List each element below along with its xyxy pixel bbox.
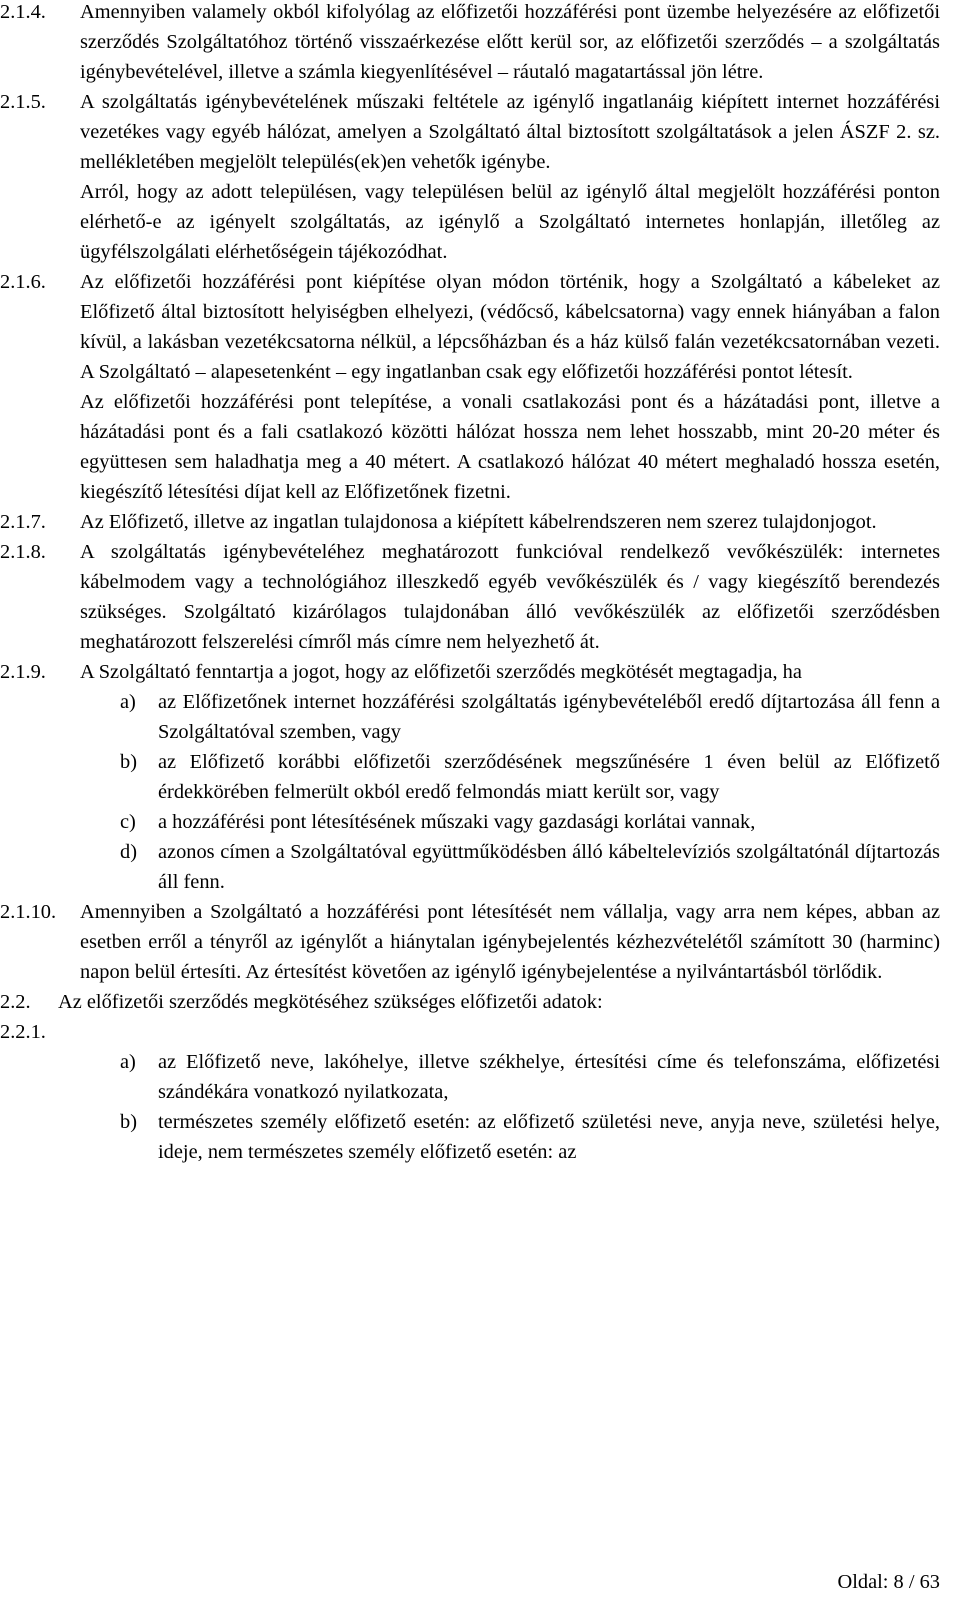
section-number: 2.2. [0,991,31,1013]
section-2-1-5 [0,87,940,267]
page-number: Oldal: 8 / 63 [837,1571,940,1593]
list-item [80,837,940,897]
section-body [80,87,940,267]
list-item [80,807,940,837]
section-body [58,987,940,1017]
list-marker: d) [120,841,137,863]
section-2-1-10 [0,897,940,987]
list-item [80,1047,940,1107]
section-number: 2.2.1. [0,1021,46,1043]
paragraph: Az előfizetői hozzáférési pont kiépítése olyan módon történik, hogy a Szolgáltató a kábeleket az Előfizető által biztosított helyiségben elhelyezi, (védőcső, kábelcsatorna) vagy ennek hiányában a falon kívül, a lakásban vezetékcsatorna nélkül, a lépcsőházban és a ház külső falán vezetékcsatornában vezeti. A Szolgáltató – alapesetenként – egy ingatlanban csak egy előfizetői hozzáférési pontot létesít. [80,271,940,383]
section-2-2-1 [0,1017,940,1047]
section-number: 2.1.6. [0,271,46,293]
section-2-1-4 [0,0,940,87]
section-number: 2.1.10. [0,901,57,923]
section-body [80,537,940,657]
paragraph: A Szolgáltató fenntartja a jogot, hogy az előfizetői szerződés megkötését megtagadja, ha [80,661,802,683]
section-number: 2.1.5. [0,91,46,113]
paragraph: Az Előfizető, illetve az ingatlan tulajdonosa a kiépített kábelrendszeren nem szerez tulajdonjogot. [80,511,877,533]
section-2-2-1-list [0,1047,940,1167]
paragraph: Amennyiben valamely okból kifolyólag az előfizetői hozzáférési pont üzembe helyezésére az előfizetői szerződés Szolgáltatóhoz történő visszaérkezése előtt kerül sor, az előfizetői szerződés – a szolgáltatás igénybevételével, illetve a számla kiegyenlítésével – ráutaló magatartással jön létre. [80,1,940,83]
section-body [80,1047,940,1167]
paragraph: A szolgáltatás igénybevételének műszaki feltétele az igénylő ingatlanáig kiépített internet hozzáférési vezetékes vagy egyéb hálózat, amelyen a Szolgáltató által biztosított szolgáltatások a jelen ÁSZF 2. sz. mellékletében megjelölt település(ek)en vehetők igénybe. [80,91,940,173]
paragraph: Az előfizetői hozzáférési pont telepítése, a vonali csatlakozási pont és a házátadási pont, illetve a házátadási pont és a fali csatlakozó közötti hálózat hossza nem lehet hosszabb, mint 20-20 méter és együttesen sem haladhatja meg a 40 métert. A csatlakozó hálózat 40 métert meghaladó hossza esetén, kiegészítő létesítési díjat kell az Előfizetőnek fizetni. [80,391,940,503]
list-item-text: a hozzáférési pont létesítésének műszaki vagy gazdasági korlátai vannak, [158,811,756,833]
paragraph: A szolgáltatás igénybevételéhez meghatározott funkcióval rendelkező vevőkészülék: internetes kábelmodem vagy a technológiához illeszkedő egyéb vevőkészülék és / vagy kiegészítő berendezés szükséges. Szolgáltató kizárólagos tulajdonában álló vevőkészülék az előfizetői szerződésben meghatározott felszerelési címről más címre nem helyezhető át. [80,541,940,653]
section-2-1-9 [0,657,940,897]
list-item-text: természetes személy előfizető esetén: az előfizető születési neve, anyja neve, születési helye, ideje, nem természetes személy előfizető esetén: az [158,1111,940,1163]
section-body [80,897,940,987]
list-item-text: az Előfizető neve, lakóhelye, illetve székhelye, értesítési címe és telefonszáma, előfizetési szándékára vonatkozó nyilatkozata, [158,1051,940,1103]
section-2-2 [0,987,940,1017]
list-item-text: azonos címen a Szolgáltatóval együttműködésben álló kábeltelevíziós szolgáltatónál díjtartozás áll fenn. [158,841,940,893]
section-2-1-7 [0,507,940,537]
list-item [80,747,940,807]
list-marker: a) [120,691,136,713]
list-marker: b) [120,1111,137,1133]
list-item-text: az Előfizető korábbi előfizetői szerződésének megszűnésére 1 éven belül az Előfizető érdekkörében felmerült okból eredő felmondás miatt került sor, vagy [158,751,940,803]
section-number: 2.1.7. [0,511,46,533]
paragraph: Arról, hogy az adott településen, vagy településen belül az igénylő által megjelölt hozzáférési ponton elérhető-e az igényelt szolgáltatás, az igénylő a Szolgáltató internetes honlapján, illetőleg az ügyfélszolgálati elérhetőségein tájékozódhat. [80,181,940,263]
list-item-text: az Előfizetőnek internet hozzáférési szolgáltatás igénybevételéből eredő díjtartozása áll fenn a Szolgáltatóval szemben, vagy [158,691,940,743]
section-number: 2.1.9. [0,661,46,683]
section-2-1-8 [0,537,940,657]
section-body [80,507,940,537]
paragraph: Az előfizetői szerződés megkötéséhez szükséges előfizetői adatok: [58,991,603,1013]
section-number: 2.1.4. [0,1,46,23]
list-item [80,1107,940,1167]
section-body [80,657,940,897]
list-item [80,687,940,747]
section-number: 2.1.8. [0,541,46,563]
list-marker: a) [120,1051,136,1073]
section-2-1-6 [0,267,940,507]
list-marker: c) [120,811,136,833]
section-body [80,267,940,507]
paragraph: Amennyiben a Szolgáltató a hozzáférési pont létesítését nem vállalja, vagy arra nem képes, abban az esetben erről a tényről az igénylőt a hiánytalan igénybejelentés kézhezvételétől számított 30 (harminc) napon belül értesíti. Az értesítést követően az igénylő igénybejelentése a nyilvántartásból törlődik. [80,901,940,983]
section-body [80,0,940,87]
list-marker: b) [120,751,137,773]
